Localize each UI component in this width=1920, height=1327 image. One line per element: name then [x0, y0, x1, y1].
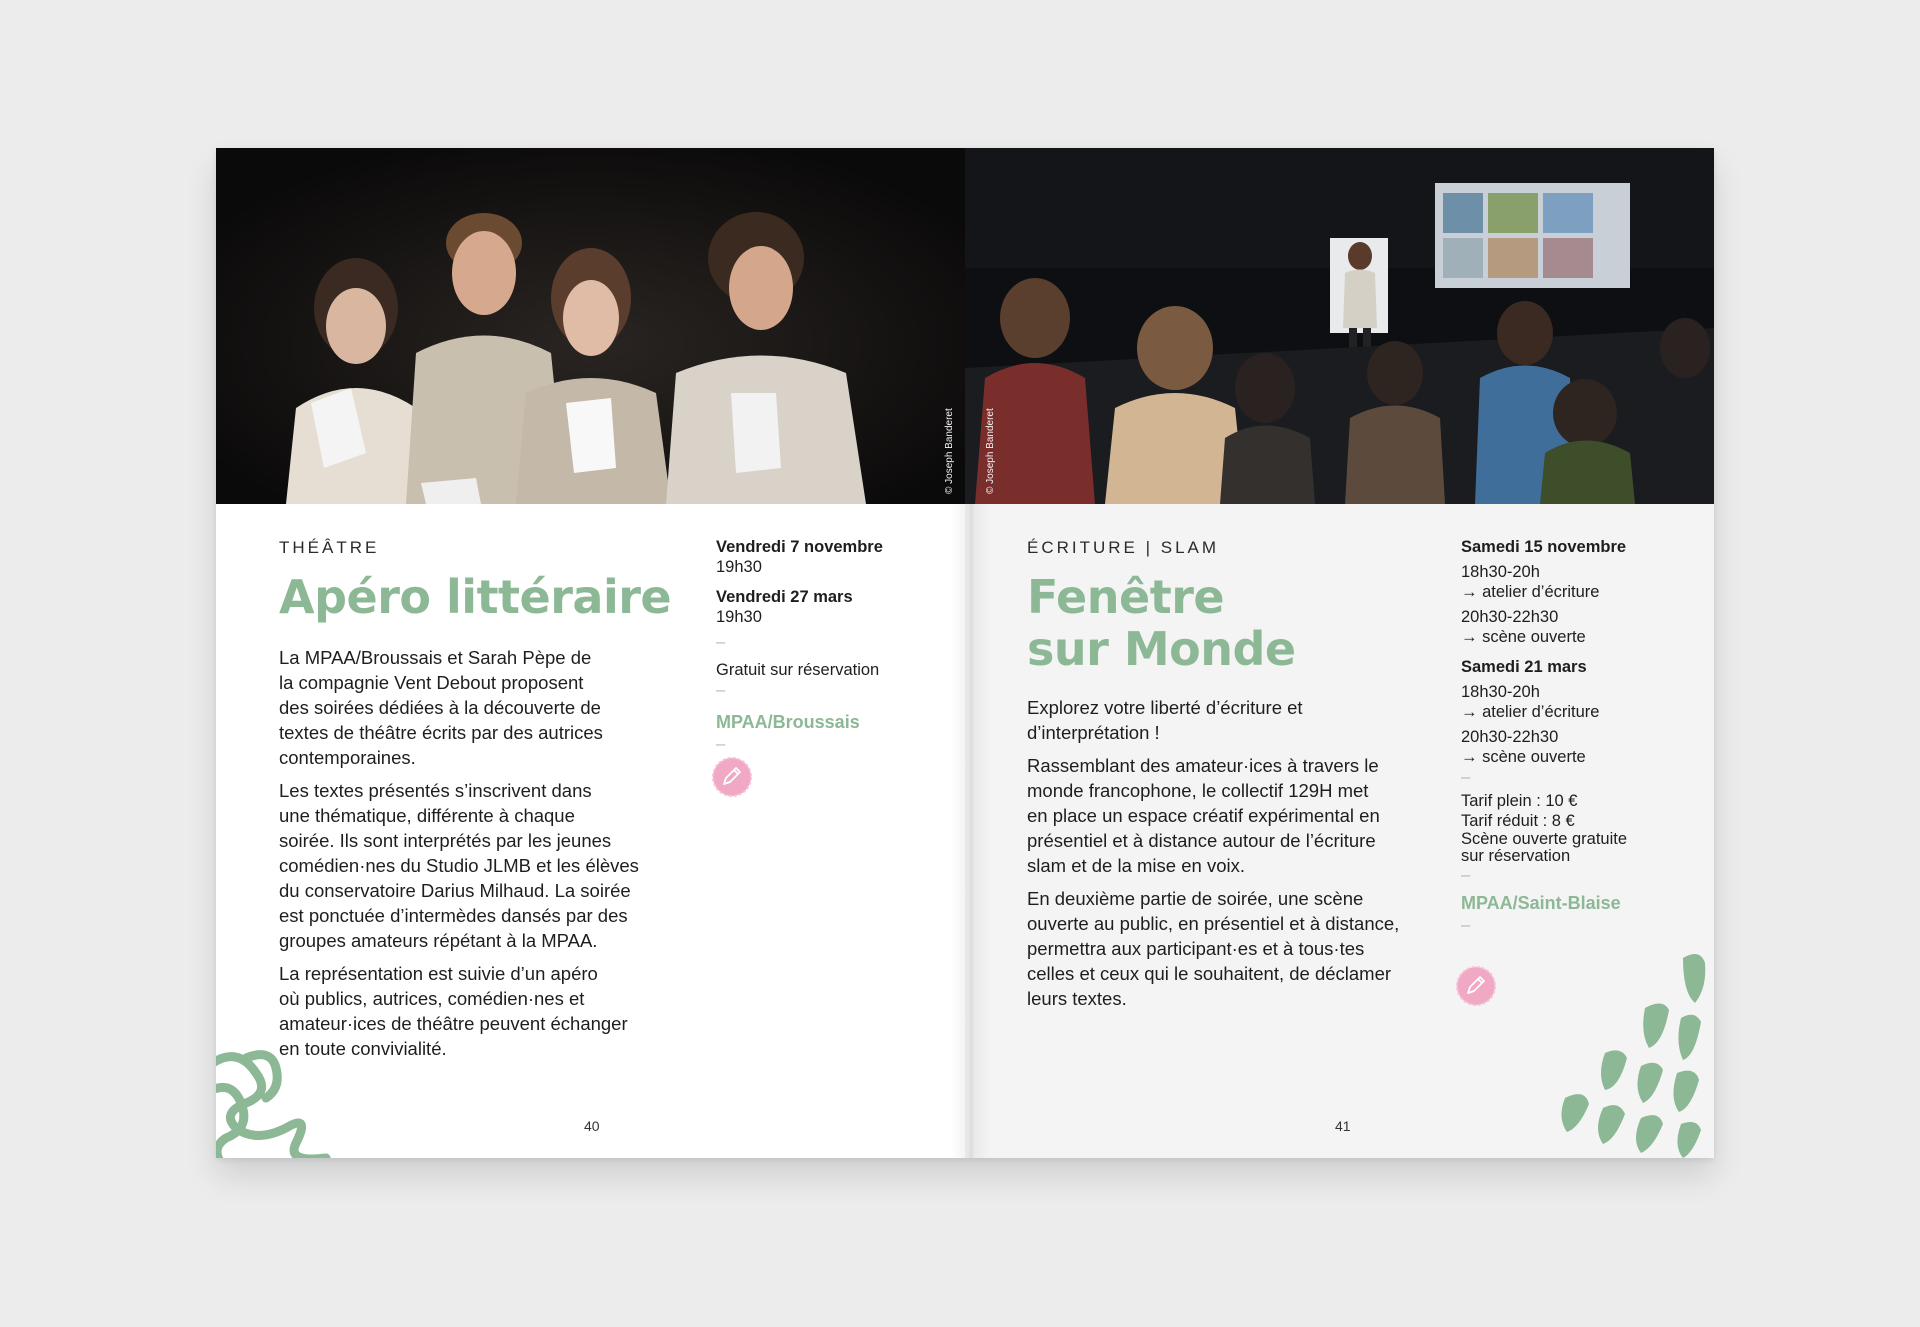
price-reduced: Tarif réduit : 8 €: [1461, 812, 1575, 830]
time-slot: 18h30-20h: [1461, 683, 1540, 701]
category-label: ÉCRITURE | SLAM: [1027, 538, 1220, 557]
brochure-spread: [216, 148, 1714, 1158]
right-page: [965, 148, 1714, 1158]
venue-link[interactable]: MPAA/Saint-Blaise: [1461, 893, 1621, 913]
separator: –: [716, 633, 726, 651]
title-line: Fenêtre: [1027, 570, 1225, 624]
separator: –: [1461, 916, 1471, 934]
slot-label: → atelier d’écriture: [1461, 583, 1600, 601]
event-time: 19h30: [716, 558, 762, 576]
event-date: Samedi 21 mars: [1461, 658, 1587, 676]
price-free: Scène ouverte gratuite sur réservation: [1461, 830, 1628, 865]
squiggle-decoration: [216, 1048, 376, 1158]
paragraph: Explorez votre liberté d’écriture et d’interprétation !: [1027, 697, 1303, 743]
event-info-sidebar: [716, 537, 936, 754]
page-number: 41: [1335, 1118, 1351, 1134]
time-slot: 20h30-22h30: [1461, 608, 1559, 626]
paragraph: En deuxième partie de soirée, une scène ouverte au public, en présentiel et à distance, permettra aux participant·es et à tous·tes celles et ceux qui le souhaitent, de déclamer leurs textes.: [1027, 888, 1400, 1009]
pencil-icon: [1456, 966, 1496, 1006]
title-line: sur Monde: [1027, 622, 1296, 676]
theatre-photo: [216, 148, 965, 504]
title-line: Apéro littéraire: [279, 570, 672, 624]
paragraph: La MPAA/Broussais et Sarah Pèpe de la compagnie Vent Debout proposent des soirées dédiées à la découverte de textes de théâtre écrits par des autrices contemporaines.: [279, 647, 603, 768]
event-info-sidebar: [1461, 537, 1701, 935]
category-label: THÉÂTRE: [279, 538, 380, 557]
separator: –: [1461, 866, 1471, 884]
separator: –: [716, 735, 726, 753]
price-info: Gratuit sur réservation: [716, 661, 880, 679]
paragraph: Rassemblant des amateur·ices à travers le monde francophone, le collectif 129H met en place un espace créatif expérimental en présentiel et à distance autour de l’écriture slam et de la mise en voix.: [1027, 755, 1380, 876]
venue-link[interactable]: MPAA/Broussais: [716, 712, 860, 732]
slot-label: → scène ouverte: [1461, 628, 1586, 646]
event-title: [1027, 571, 1296, 675]
slot-label: → scène ouverte: [1461, 748, 1586, 766]
event-date: Samedi 15 novembre: [1461, 538, 1627, 556]
separator: –: [716, 681, 726, 699]
time-slot: 18h30-20h: [1461, 563, 1540, 581]
brushstroke-decoration: [1545, 948, 1714, 1158]
page-number: 40: [584, 1118, 600, 1134]
separator: –: [1461, 768, 1471, 786]
event-date: Vendredi 27 mars: [716, 588, 853, 606]
photo-credit: © Joseph Banderet: [985, 408, 996, 494]
event-description: [279, 645, 689, 1069]
paragraph: La représentation est suivie d’un apéro où publics, autrices, comédien·nes et amateur·ices de théâtre peuvent échanger en toute convivialité.: [279, 963, 628, 1059]
photo-credit: © Joseph Banderet: [944, 408, 955, 494]
paragraph: Les textes présentés s’inscrivent dans une thématique, différente à chaque soirée. Ils sont interprétés par les jeunes comédien·nes du Studio JLMB et les élèves du conservatoire Darius Milhaud. La soirée est ponctuée d’intermèdes dansés par des groupes amateurs répétant à la MPAA.: [279, 780, 639, 951]
pencil-icon: [712, 757, 752, 797]
slam-photo: [965, 148, 1714, 504]
left-page: [216, 148, 965, 1158]
event-description: [1027, 695, 1447, 1019]
event-date: Vendredi 7 novembre: [716, 538, 883, 556]
event-title: [279, 571, 671, 623]
event-time: 19h30: [716, 608, 762, 626]
time-slot: 20h30-22h30: [1461, 728, 1559, 746]
price-full: Tarif plein : 10 €: [1461, 792, 1578, 810]
slot-label: → atelier d’écriture: [1461, 703, 1600, 721]
